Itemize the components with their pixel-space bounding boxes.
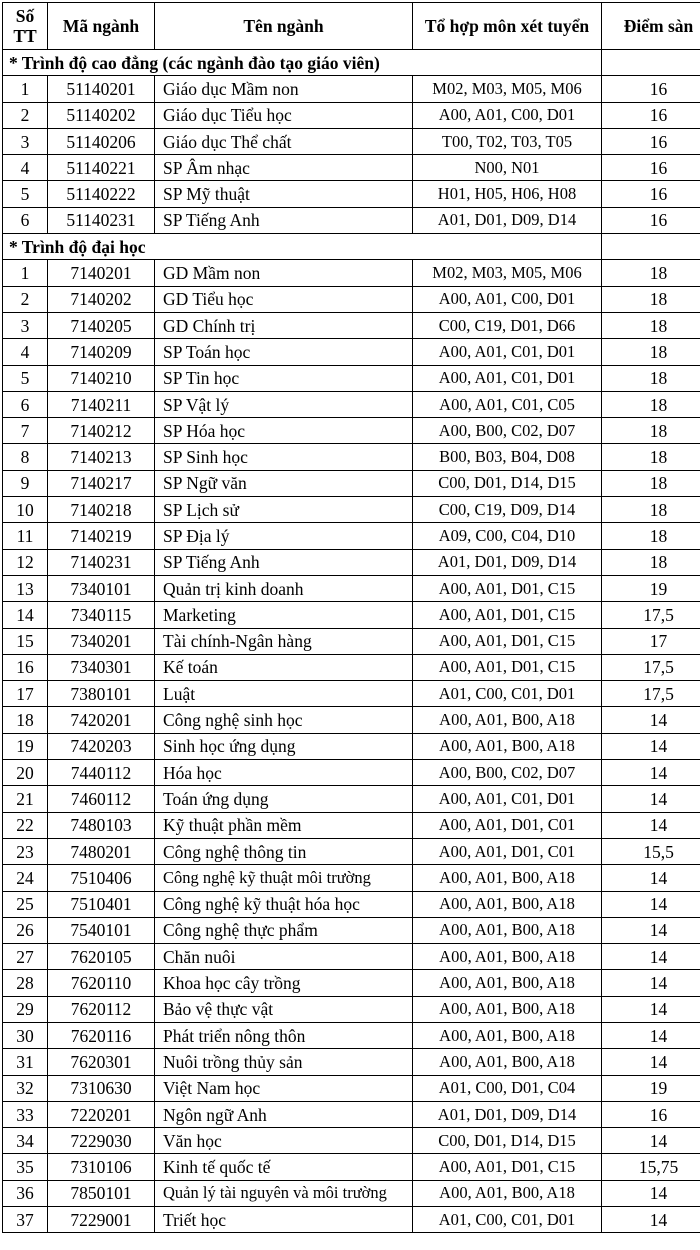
cell-stt: 33 xyxy=(3,1101,48,1127)
header-combo: Tổ hợp môn xét tuyển xyxy=(413,3,602,50)
cell-code: 7229030 xyxy=(48,1128,155,1154)
cell-name: Công nghệ sinh học xyxy=(155,707,413,733)
cell-stt: 28 xyxy=(3,970,48,996)
cell-stt: 6 xyxy=(3,391,48,417)
cell-name: Chăn nuôi xyxy=(155,944,413,970)
cell-score: 18 xyxy=(602,523,700,549)
cell-name: Marketing xyxy=(155,602,413,628)
cell-code: 7340115 xyxy=(48,602,155,628)
section-empty-cell xyxy=(602,234,700,260)
table-row xyxy=(3,497,700,523)
cell-score: 18 xyxy=(602,286,700,312)
table-row xyxy=(3,391,700,417)
cell-stt: 9 xyxy=(3,470,48,496)
cell-combo: A00, A01, B00, A18 xyxy=(413,970,602,996)
cell-combo: N00, N01 xyxy=(413,155,602,181)
cell-code: 7140202 xyxy=(48,286,155,312)
table-row xyxy=(3,102,700,128)
table-row xyxy=(3,312,700,338)
cell-combo: C00, C19, D01, D66 xyxy=(413,312,602,338)
cell-combo: C00, D01, D14, D15 xyxy=(413,470,602,496)
cell-code: 7510406 xyxy=(48,865,155,891)
cell-code: 7140212 xyxy=(48,418,155,444)
cell-combo: A00, A01, B00, A18 xyxy=(413,865,602,891)
cell-score: 17 xyxy=(602,628,700,654)
cell-stt: 30 xyxy=(3,1022,48,1048)
cell-combo: A00, A01, B00, A18 xyxy=(413,944,602,970)
cell-name: SP Tin học xyxy=(155,365,413,391)
cell-score: 17,5 xyxy=(602,654,700,680)
cell-combo: M02, M03, M05, M06 xyxy=(413,76,602,102)
cell-name: Việt Nam học xyxy=(155,1075,413,1101)
table-row xyxy=(3,418,700,444)
cell-code: 51140221 xyxy=(48,155,155,181)
cell-stt: 16 xyxy=(3,654,48,680)
table-row xyxy=(3,260,700,286)
header-code: Mã ngành xyxy=(48,3,155,50)
cell-name: GD Tiểu học xyxy=(155,286,413,312)
cell-stt: 4 xyxy=(3,155,48,181)
table-row xyxy=(3,838,700,864)
table-row xyxy=(3,602,700,628)
cell-score: 14 xyxy=(602,1049,700,1075)
cell-combo: A01, D01, D09, D14 xyxy=(413,1101,602,1127)
cell-score: 18 xyxy=(602,549,700,575)
cell-name: Kinh tế quốc tế xyxy=(155,1154,413,1180)
cell-name: GD Mầm non xyxy=(155,260,413,286)
cell-code: 7480201 xyxy=(48,838,155,864)
table-row xyxy=(3,760,700,786)
cell-score: 14 xyxy=(602,1022,700,1048)
cell-name: Nuôi trồng thủy sản xyxy=(155,1049,413,1075)
cell-combo: T00, T02, T03, T05 xyxy=(413,128,602,154)
cell-stt: 2 xyxy=(3,102,48,128)
cell-score: 14 xyxy=(602,760,700,786)
cell-combo: A00, A01, B00, A18 xyxy=(413,707,602,733)
cell-code: 7420201 xyxy=(48,707,155,733)
cell-combo: A00, A01, B00, A18 xyxy=(413,891,602,917)
cell-stt: 1 xyxy=(3,76,48,102)
cell-score: 14 xyxy=(602,1207,700,1233)
cell-code: 7310106 xyxy=(48,1154,155,1180)
cell-code: 7140205 xyxy=(48,312,155,338)
cell-combo: A01, D01, D09, D14 xyxy=(413,549,602,575)
cell-stt: 31 xyxy=(3,1049,48,1075)
table-row xyxy=(3,865,700,891)
cell-combo: C00, D01, D14, D15 xyxy=(413,1128,602,1154)
admission-table xyxy=(2,2,700,1233)
cell-combo: A00, A01, C00, D01 xyxy=(413,102,602,128)
cell-score: 14 xyxy=(602,970,700,996)
cell-code: 7380101 xyxy=(48,681,155,707)
cell-combo: A00, A01, D01, C15 xyxy=(413,1154,602,1180)
cell-name: Công nghệ kỹ thuật môi trường xyxy=(155,865,413,891)
section-row xyxy=(3,234,700,260)
cell-stt: 11 xyxy=(3,523,48,549)
cell-stt: 10 xyxy=(3,497,48,523)
cell-code: 7480103 xyxy=(48,812,155,838)
table-row xyxy=(3,812,700,838)
cell-name: Công nghệ thực phẩm xyxy=(155,917,413,943)
cell-score: 16 xyxy=(602,207,700,233)
cell-code: 7340201 xyxy=(48,628,155,654)
cell-name: Tài chính-Ngân hàng xyxy=(155,628,413,654)
cell-name: SP Tiếng Anh xyxy=(155,549,413,575)
cell-stt: 1 xyxy=(3,260,48,286)
cell-score: 18 xyxy=(602,312,700,338)
cell-score: 14 xyxy=(602,733,700,759)
cell-code: 7140211 xyxy=(48,391,155,417)
cell-name: SP Hóa học xyxy=(155,418,413,444)
header-name: Tên ngành xyxy=(155,3,413,50)
cell-name: SP Lịch sử xyxy=(155,497,413,523)
cell-stt: 15 xyxy=(3,628,48,654)
cell-score: 14 xyxy=(602,786,700,812)
cell-name: Kế toán xyxy=(155,654,413,680)
table-row xyxy=(3,575,700,601)
cell-stt: 17 xyxy=(3,681,48,707)
cell-code: 51140201 xyxy=(48,76,155,102)
cell-score: 16 xyxy=(602,155,700,181)
cell-name: SP Ngữ văn xyxy=(155,470,413,496)
cell-stt: 4 xyxy=(3,339,48,365)
cell-stt: 29 xyxy=(3,996,48,1022)
cell-combo: A00, A01, B00, A18 xyxy=(413,917,602,943)
cell-score: 18 xyxy=(602,497,700,523)
cell-score: 14 xyxy=(602,812,700,838)
cell-combo: A00, A01, B00, A18 xyxy=(413,1180,602,1206)
cell-score: 16 xyxy=(602,128,700,154)
table-row xyxy=(3,128,700,154)
header-row xyxy=(3,3,700,50)
table-row xyxy=(3,444,700,470)
cell-stt: 7 xyxy=(3,418,48,444)
cell-combo: A01, C00, C01, D01 xyxy=(413,681,602,707)
cell-stt: 37 xyxy=(3,1207,48,1233)
cell-combo: A00, B00, C02, D07 xyxy=(413,760,602,786)
table-body xyxy=(3,50,700,1233)
cell-stt: 14 xyxy=(3,602,48,628)
cell-combo: A00, A01, C01, D01 xyxy=(413,339,602,365)
cell-stt: 13 xyxy=(3,575,48,601)
cell-combo: A00, A01, C01, C05 xyxy=(413,391,602,417)
cell-name: SP Tiếng Anh xyxy=(155,207,413,233)
cell-combo: M02, M03, M05, M06 xyxy=(413,260,602,286)
table-row xyxy=(3,891,700,917)
cell-code: 7540101 xyxy=(48,917,155,943)
table-row xyxy=(3,1180,700,1206)
cell-score: 14 xyxy=(602,707,700,733)
table-row xyxy=(3,786,700,812)
cell-stt: 19 xyxy=(3,733,48,759)
cell-code: 51140222 xyxy=(48,181,155,207)
cell-score: 18 xyxy=(602,444,700,470)
cell-combo: A01, C00, C01, D01 xyxy=(413,1207,602,1233)
cell-combo: A00, A01, C01, D01 xyxy=(413,365,602,391)
table-row xyxy=(3,181,700,207)
cell-stt: 3 xyxy=(3,128,48,154)
cell-name: GD Chính trị xyxy=(155,312,413,338)
cell-score: 16 xyxy=(602,76,700,102)
cell-combo: A01, D01, D09, D14 xyxy=(413,207,602,233)
table-row xyxy=(3,207,700,233)
cell-combo: A00, A01, D01, C15 xyxy=(413,575,602,601)
cell-score: 19 xyxy=(602,1075,700,1101)
table-row xyxy=(3,339,700,365)
table-row xyxy=(3,733,700,759)
cell-combo: B00, B03, B04, D08 xyxy=(413,444,602,470)
cell-code: 7620301 xyxy=(48,1049,155,1075)
cell-combo: A00, A01, D01, C15 xyxy=(413,654,602,680)
cell-combo: H01, H05, H06, H08 xyxy=(413,181,602,207)
cell-score: 14 xyxy=(602,944,700,970)
table-row xyxy=(3,365,700,391)
cell-code: 7620110 xyxy=(48,970,155,996)
table-row xyxy=(3,681,700,707)
section-empty-cell xyxy=(602,50,700,76)
cell-score: 14 xyxy=(602,865,700,891)
cell-code: 51140231 xyxy=(48,207,155,233)
cell-code: 7229001 xyxy=(48,1207,155,1233)
cell-name: Khoa học cây trồng xyxy=(155,970,413,996)
cell-stt: 23 xyxy=(3,838,48,864)
cell-combo: A00, A01, C01, D01 xyxy=(413,786,602,812)
cell-score: 18 xyxy=(602,391,700,417)
cell-name: Sinh học ứng dụng xyxy=(155,733,413,759)
cell-stt: 8 xyxy=(3,444,48,470)
cell-code: 7140201 xyxy=(48,260,155,286)
cell-combo: A00, A01, D01, C01 xyxy=(413,812,602,838)
cell-code: 51140206 xyxy=(48,128,155,154)
table-row xyxy=(3,523,700,549)
cell-stt: 34 xyxy=(3,1128,48,1154)
section-row xyxy=(3,50,700,76)
cell-name: Công nghệ kỹ thuật hóa học xyxy=(155,891,413,917)
cell-score: 14 xyxy=(602,1180,700,1206)
cell-name: SP Vật lý xyxy=(155,391,413,417)
cell-name: Triết học xyxy=(155,1207,413,1233)
table-row xyxy=(3,1128,700,1154)
cell-score: 17,5 xyxy=(602,602,700,628)
table-row xyxy=(3,970,700,996)
cell-name: SP Địa lý xyxy=(155,523,413,549)
table-row xyxy=(3,1075,700,1101)
table-row xyxy=(3,155,700,181)
cell-code: 7510401 xyxy=(48,891,155,917)
cell-combo: A00, A01, C00, D01 xyxy=(413,286,602,312)
cell-name: Quản trị kinh doanh xyxy=(155,575,413,601)
cell-code: 7310630 xyxy=(48,1075,155,1101)
cell-stt: 36 xyxy=(3,1180,48,1206)
cell-code: 7420203 xyxy=(48,733,155,759)
cell-stt: 2 xyxy=(3,286,48,312)
table-row xyxy=(3,707,700,733)
cell-code: 7460112 xyxy=(48,786,155,812)
cell-combo: A00, A01, D01, C15 xyxy=(413,628,602,654)
cell-score: 18 xyxy=(602,365,700,391)
cell-code: 7140219 xyxy=(48,523,155,549)
cell-score: 18 xyxy=(602,339,700,365)
cell-name: SP Sinh học xyxy=(155,444,413,470)
cell-name: Phát triển nông thôn xyxy=(155,1022,413,1048)
cell-code: 7140231 xyxy=(48,549,155,575)
cell-stt: 24 xyxy=(3,865,48,891)
table-row xyxy=(3,76,700,102)
cell-score: 18 xyxy=(602,418,700,444)
table-row xyxy=(3,549,700,575)
cell-name: Kỹ thuật phần mềm xyxy=(155,812,413,838)
table-row xyxy=(3,628,700,654)
cell-name: Giáo dục Mầm non xyxy=(155,76,413,102)
cell-code: 7140217 xyxy=(48,470,155,496)
section-title: * Trình độ đại học xyxy=(3,234,602,260)
cell-name: SP Âm nhạc xyxy=(155,155,413,181)
cell-combo: A00, A01, B00, A18 xyxy=(413,996,602,1022)
cell-score: 18 xyxy=(602,260,700,286)
cell-stt: 22 xyxy=(3,812,48,838)
cell-name: Bảo vệ thực vật xyxy=(155,996,413,1022)
cell-name: Công nghệ thông tin xyxy=(155,838,413,864)
cell-score: 14 xyxy=(602,917,700,943)
cell-stt: 5 xyxy=(3,365,48,391)
cell-score: 16 xyxy=(602,1101,700,1127)
cell-score: 15,75 xyxy=(602,1154,700,1180)
cell-combo: A00, A01, D01, C01 xyxy=(413,838,602,864)
cell-score: 17,5 xyxy=(602,681,700,707)
cell-stt: 20 xyxy=(3,760,48,786)
cell-combo: A00, A01, D01, C15 xyxy=(413,602,602,628)
cell-score: 19 xyxy=(602,575,700,601)
cell-combo: A00, A01, B00, A18 xyxy=(413,733,602,759)
header-stt: Số TT xyxy=(3,3,48,50)
cell-score: 14 xyxy=(602,891,700,917)
table-row xyxy=(3,286,700,312)
header-score: Điểm sàn xyxy=(602,3,700,50)
cell-score: 14 xyxy=(602,996,700,1022)
cell-stt: 5 xyxy=(3,181,48,207)
section-title: * Trình độ cao đẳng (các ngành đào tạo giáo viên) xyxy=(3,50,602,76)
cell-combo: A00, B00, C02, D07 xyxy=(413,418,602,444)
cell-combo: C00, C19, D09, D14 xyxy=(413,497,602,523)
cell-code: 51140202 xyxy=(48,102,155,128)
table-row xyxy=(3,1207,700,1233)
cell-name: Luật xyxy=(155,681,413,707)
cell-code: 7340301 xyxy=(48,654,155,680)
cell-stt: 3 xyxy=(3,312,48,338)
cell-stt: 32 xyxy=(3,1075,48,1101)
table-row xyxy=(3,917,700,943)
cell-name: Toán ứng dụng xyxy=(155,786,413,812)
cell-stt: 25 xyxy=(3,891,48,917)
cell-code: 7340101 xyxy=(48,575,155,601)
cell-code: 7220201 xyxy=(48,1101,155,1127)
cell-stt: 35 xyxy=(3,1154,48,1180)
cell-combo: A09, C00, C04, D10 xyxy=(413,523,602,549)
cell-stt: 12 xyxy=(3,549,48,575)
cell-score: 16 xyxy=(602,181,700,207)
table-row xyxy=(3,470,700,496)
table-row xyxy=(3,1101,700,1127)
cell-name: Văn học xyxy=(155,1128,413,1154)
table-row xyxy=(3,1022,700,1048)
cell-name: Hóa học xyxy=(155,760,413,786)
cell-score: 18 xyxy=(602,470,700,496)
table-row xyxy=(3,996,700,1022)
cell-code: 7850101 xyxy=(48,1180,155,1206)
cell-name: Quản lý tài nguyên và môi trường xyxy=(155,1180,413,1206)
cell-code: 7140210 xyxy=(48,365,155,391)
cell-score: 16 xyxy=(602,102,700,128)
cell-code: 7620116 xyxy=(48,1022,155,1048)
table-row xyxy=(3,1049,700,1075)
cell-code: 7140218 xyxy=(48,497,155,523)
cell-stt: 21 xyxy=(3,786,48,812)
table-row xyxy=(3,944,700,970)
cell-stt: 27 xyxy=(3,944,48,970)
cell-code: 7140213 xyxy=(48,444,155,470)
cell-combo: A00, A01, B00, A18 xyxy=(413,1022,602,1048)
cell-stt: 6 xyxy=(3,207,48,233)
cell-code: 7440112 xyxy=(48,760,155,786)
table-row xyxy=(3,654,700,680)
cell-code: 7620112 xyxy=(48,996,155,1022)
cell-name: SP Toán học xyxy=(155,339,413,365)
cell-name: Giáo dục Thể chất xyxy=(155,128,413,154)
cell-code: 7620105 xyxy=(48,944,155,970)
cell-combo: A01, C00, D01, C04 xyxy=(413,1075,602,1101)
cell-name: SP Mỹ thuật xyxy=(155,181,413,207)
cell-score: 14 xyxy=(602,1128,700,1154)
cell-name: Giáo dục Tiểu học xyxy=(155,102,413,128)
cell-combo: A00, A01, B00, A18 xyxy=(413,1049,602,1075)
cell-stt: 18 xyxy=(3,707,48,733)
cell-name: Ngôn ngữ Anh xyxy=(155,1101,413,1127)
cell-stt: 26 xyxy=(3,917,48,943)
cell-score: 15,5 xyxy=(602,838,700,864)
cell-code: 7140209 xyxy=(48,339,155,365)
table-row xyxy=(3,1154,700,1180)
